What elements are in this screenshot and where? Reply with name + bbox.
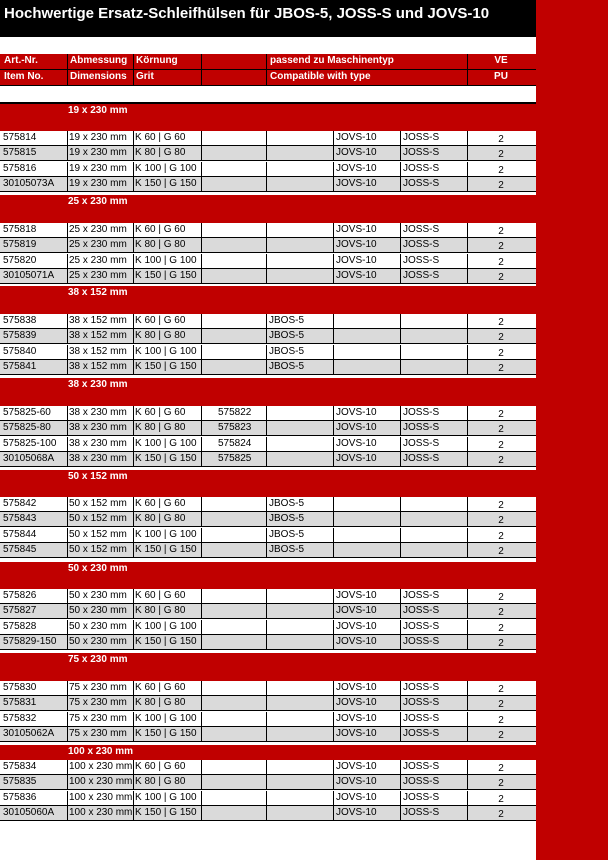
compat-jbos-cell: JBOS-5: [269, 360, 305, 372]
compat-joss-cell: JOSS-S: [403, 605, 440, 617]
item-number-cell: 575814: [3, 132, 37, 143]
item-number-cell: 575819: [3, 239, 37, 251]
table-row: [0, 452, 536, 467]
compat-jovs-cell: JOVS-10: [336, 697, 377, 709]
table-row: [0, 760, 536, 775]
grit-cell: K 150 | G 150: [135, 269, 197, 281]
old-item-number-cell: 575822: [218, 407, 252, 418]
compat-jovs-cell: JOVS-10: [336, 239, 377, 251]
item-number-cell: 575842: [3, 498, 37, 509]
table-row: [0, 345, 536, 360]
section-title: 19 x 230 mm: [68, 105, 128, 116]
compat-jovs-cell: JOVS-10: [336, 452, 377, 464]
item-number-cell: 575829-150: [3, 635, 57, 647]
compat-jovs-cell: JOVS-10: [336, 147, 377, 159]
table-row: [0, 314, 536, 329]
section-header: [0, 104, 536, 131]
section-header: [0, 286, 536, 314]
table-row: [0, 681, 536, 696]
item-number-cell: 575843: [3, 513, 37, 525]
item-number-cell: 575839: [3, 330, 37, 342]
item-number-cell: 575815: [3, 147, 37, 159]
grit-cell: K 150 | G 150: [135, 727, 197, 739]
dimensions-cell: 25 x 230 mm: [69, 239, 127, 251]
table-row: [0, 543, 536, 558]
header-compatible: Compatible with type: [270, 71, 371, 82]
dimensions-cell: 50 x 152 mm: [69, 543, 127, 555]
header-ve: VE: [494, 55, 508, 66]
grit-cell: K 150 | G 150: [135, 452, 197, 464]
dimensions-cell: 75 x 230 mm: [69, 697, 127, 709]
compat-joss-cell: JOSS-S: [403, 452, 440, 464]
dimensions-cell: 38 x 230 mm: [69, 407, 127, 418]
compat-joss-cell: JOSS-S: [403, 727, 440, 739]
table-row: [0, 146, 536, 161]
compat-joss-cell: JOSS-S: [403, 776, 440, 788]
packing-unit-cell: 2: [498, 607, 504, 619]
grit-cell: K 100 | G 100: [135, 162, 197, 174]
grit-cell: K 60 | G 60: [135, 315, 186, 326]
header-pu: PU: [494, 71, 508, 82]
grit-cell: K 60 | G 60: [135, 132, 186, 143]
packing-unit-cell: 2: [498, 637, 504, 649]
grit-cell: K 80 | G 80: [135, 239, 186, 251]
dimensions-cell: 38 x 152 mm: [69, 315, 127, 326]
header-row-german: [0, 54, 536, 70]
table-row: [0, 727, 536, 742]
compat-joss-cell: JOSS-S: [403, 761, 440, 772]
item-number-cell: 575841: [3, 360, 37, 372]
dimensions-cell: 50 x 230 mm: [69, 605, 127, 617]
packing-unit-cell: 2: [498, 226, 504, 237]
compat-joss-cell: JOSS-S: [403, 682, 440, 693]
table-row: [0, 329, 536, 344]
compat-jovs-cell: JOVS-10: [336, 132, 377, 143]
dimensions-cell: 75 x 230 mm: [69, 682, 127, 693]
table-row: [0, 712, 536, 727]
section-title: 100 x 230 mm: [68, 746, 134, 757]
item-number-cell: 575840: [3, 345, 37, 357]
section-header: [0, 562, 536, 589]
table-row: [0, 421, 536, 436]
compat-jovs-cell: JOVS-10: [336, 437, 377, 449]
grit-cell: K 60 | G 60: [135, 407, 186, 418]
compat-jovs-cell: JOVS-10: [336, 727, 377, 739]
item-number-cell: 575830: [3, 682, 37, 693]
item-number-cell: 575845: [3, 543, 37, 555]
compat-jovs-cell: JOVS-10: [336, 254, 377, 266]
compat-jovs-cell: JOVS-10: [336, 590, 377, 601]
title-bar: [0, 0, 536, 37]
compat-joss-cell: JOSS-S: [403, 224, 440, 235]
item-number-cell: 575836: [3, 791, 37, 803]
compat-jovs-cell: JOVS-10: [336, 791, 377, 803]
grit-cell: K 60 | G 60: [135, 590, 186, 601]
dimensions-cell: 38 x 152 mm: [69, 345, 127, 357]
packing-unit-cell: 2: [498, 699, 504, 711]
section-title: 25 x 230 mm: [68, 196, 128, 207]
packing-unit-cell: 2: [498, 179, 504, 191]
header-item-no: Item No.: [4, 71, 44, 82]
item-number-cell: 575828: [3, 620, 37, 632]
old-item-number-cell: 575825: [218, 452, 252, 464]
item-number-cell: 575844: [3, 528, 37, 540]
compat-jbos-cell: JBOS-5: [269, 345, 305, 357]
packing-unit-cell: 2: [498, 793, 504, 805]
dimensions-cell: 25 x 230 mm: [69, 269, 127, 281]
packing-unit-cell: 2: [498, 362, 504, 374]
item-number-cell: 30105062A: [3, 727, 55, 739]
item-number-cell: 30105060A: [3, 806, 55, 818]
side-red-band: [536, 0, 608, 860]
table-row: [0, 620, 536, 635]
header-koernung: Körnung: [136, 55, 178, 66]
old-item-number-cell: 575824: [218, 437, 252, 449]
compat-joss-cell: JOSS-S: [403, 791, 440, 803]
compat-jbos-cell: JBOS-5: [269, 528, 305, 540]
table-row: [0, 512, 536, 527]
table-row: [0, 806, 536, 821]
item-number-cell: 575834: [3, 761, 37, 772]
compat-jovs-cell: JOVS-10: [336, 269, 377, 281]
grit-cell: K 100 | G 100: [135, 254, 197, 266]
grit-cell: K 80 | G 80: [135, 697, 186, 709]
table-row: [0, 238, 536, 253]
section-header: [0, 653, 536, 681]
grit-cell: K 100 | G 100: [135, 791, 197, 803]
compat-jovs-cell: JOVS-10: [336, 776, 377, 788]
dimensions-cell: 19 x 230 mm: [69, 132, 127, 143]
item-number-cell: 575831: [3, 697, 37, 709]
packing-unit-cell: 2: [498, 592, 504, 603]
compat-joss-cell: JOSS-S: [403, 437, 440, 449]
dimensions-cell: 50 x 152 mm: [69, 498, 127, 509]
compat-jovs-cell: JOVS-10: [336, 177, 377, 189]
compat-joss-cell: JOSS-S: [403, 162, 440, 174]
packing-unit-cell: 2: [498, 714, 504, 726]
item-number-cell: 575832: [3, 712, 37, 724]
table-row: [0, 775, 536, 790]
packing-unit-cell: 2: [498, 808, 504, 820]
grit-cell: K 80 | G 80: [135, 422, 186, 434]
grit-cell: K 80 | G 80: [135, 513, 186, 525]
table-row: [0, 177, 536, 192]
item-number-cell: 30105073A: [3, 177, 55, 189]
compat-joss-cell: JOSS-S: [403, 697, 440, 709]
compat-jovs-cell: JOVS-10: [336, 682, 377, 693]
packing-unit-cell: 2: [498, 271, 504, 283]
grit-cell: K 100 | G 100: [135, 437, 197, 449]
section-title: 38 x 230 mm: [68, 379, 128, 390]
compat-joss-cell: JOSS-S: [403, 177, 440, 189]
dimensions-cell: 38 x 230 mm: [69, 422, 127, 434]
packing-unit-cell: 2: [498, 545, 504, 557]
table-row: [0, 360, 536, 375]
packing-unit-cell: 2: [498, 500, 504, 511]
header-abmessung: Abmessung: [70, 55, 128, 66]
compat-jbos-cell: JBOS-5: [269, 330, 305, 342]
compat-jbos-cell: JBOS-5: [269, 513, 305, 525]
grit-cell: K 60 | G 60: [135, 224, 186, 235]
grit-cell: K 150 | G 150: [135, 543, 197, 555]
table-row: [0, 497, 536, 512]
compat-joss-cell: JOSS-S: [403, 635, 440, 647]
packing-unit-cell: 2: [498, 347, 504, 359]
packing-unit-cell: 2: [498, 164, 504, 176]
packing-unit-cell: 2: [498, 149, 504, 161]
dimensions-cell: 50 x 230 mm: [69, 620, 127, 632]
packing-unit-cell: 2: [498, 763, 504, 774]
compat-joss-cell: JOSS-S: [403, 590, 440, 601]
grit-cell: K 80 | G 80: [135, 776, 186, 788]
packing-unit-cell: 2: [498, 241, 504, 253]
compat-joss-cell: JOSS-S: [403, 407, 440, 418]
table-row: [0, 269, 536, 284]
dimensions-cell: 25 x 230 mm: [69, 254, 127, 266]
item-number-cell: 575816: [3, 162, 37, 174]
compat-jbos-cell: JBOS-5: [269, 498, 305, 509]
grit-cell: K 150 | G 150: [135, 635, 197, 647]
packing-unit-cell: 2: [498, 622, 504, 634]
table-row: [0, 437, 536, 452]
compat-jovs-cell: JOVS-10: [336, 162, 377, 174]
dimensions-cell: 19 x 230 mm: [69, 147, 127, 159]
packing-unit-cell: 2: [498, 454, 504, 466]
dimensions-cell: 100 x 230 mm: [69, 791, 133, 803]
item-number-cell: 575825-60: [3, 407, 51, 418]
compat-jovs-cell: JOVS-10: [336, 806, 377, 818]
header-dimensions: Dimensions: [70, 71, 127, 82]
packing-unit-cell: 2: [498, 134, 504, 145]
packing-unit-cell: 2: [498, 530, 504, 542]
table-row: [0, 528, 536, 543]
packing-unit-cell: 2: [498, 684, 504, 695]
grit-cell: K 80 | G 80: [135, 330, 186, 342]
dimensions-cell: 50 x 152 mm: [69, 513, 127, 525]
table-row: [0, 791, 536, 806]
dimensions-cell: 19 x 230 mm: [69, 177, 127, 189]
compat-jovs-cell: JOVS-10: [336, 605, 377, 617]
grit-cell: K 150 | G 150: [135, 360, 197, 372]
compat-jovs-cell: JOVS-10: [336, 407, 377, 418]
item-number-cell: 575820: [3, 254, 37, 266]
table-row: [0, 604, 536, 619]
dimensions-cell: 100 x 230 mm: [69, 761, 133, 772]
packing-unit-cell: 2: [498, 778, 504, 790]
item-number-cell: 30105071A: [3, 269, 55, 281]
dimensions-cell: 38 x 152 mm: [69, 360, 127, 372]
grit-cell: K 100 | G 100: [135, 345, 197, 357]
packing-unit-cell: 2: [498, 256, 504, 268]
grit-cell: K 80 | G 80: [135, 605, 186, 617]
compat-joss-cell: JOSS-S: [403, 806, 440, 818]
dimensions-cell: 19 x 230 mm: [69, 162, 127, 174]
packing-unit-cell: 2: [498, 424, 504, 436]
item-number-cell: 575826: [3, 590, 37, 601]
compat-jovs-cell: JOVS-10: [336, 712, 377, 724]
section-header: [0, 745, 536, 760]
packing-unit-cell: 2: [498, 317, 504, 328]
packing-unit-cell: 2: [498, 729, 504, 741]
compat-jovs-cell: JOVS-10: [336, 620, 377, 632]
packing-unit-cell: 2: [498, 332, 504, 344]
grit-cell: K 150 | G 150: [135, 177, 197, 189]
header-art-nr: Art.-Nr.: [4, 55, 38, 66]
section-header: [0, 470, 536, 497]
compat-jovs-cell: JOVS-10: [336, 224, 377, 235]
packing-unit-cell: 2: [498, 439, 504, 451]
section-header: [0, 378, 536, 406]
dimensions-cell: 75 x 230 mm: [69, 712, 127, 724]
compat-joss-cell: JOSS-S: [403, 132, 440, 143]
item-number-cell: 30105068A: [3, 452, 55, 464]
compat-joss-cell: JOSS-S: [403, 422, 440, 434]
dimensions-cell: 50 x 230 mm: [69, 590, 127, 601]
item-number-cell: 575818: [3, 224, 37, 235]
old-item-number-cell: 575823: [218, 422, 252, 434]
compat-joss-cell: JOSS-S: [403, 269, 440, 281]
compat-jovs-cell: JOVS-10: [336, 422, 377, 434]
grit-cell: K 80 | G 80: [135, 147, 186, 159]
compat-joss-cell: JOSS-S: [403, 712, 440, 724]
grit-cell: K 100 | G 100: [135, 620, 197, 632]
dimensions-cell: 38 x 230 mm: [69, 452, 127, 464]
dimensions-cell: 38 x 152 mm: [69, 330, 127, 342]
dimensions-cell: 25 x 230 mm: [69, 224, 127, 235]
grit-cell: K 60 | G 60: [135, 761, 186, 772]
compat-jbos-cell: JBOS-5: [269, 315, 305, 326]
section-title: 38 x 152 mm: [68, 287, 128, 298]
table-row: [0, 162, 536, 177]
section-title: 50 x 230 mm: [68, 563, 128, 574]
grit-cell: K 100 | G 100: [135, 712, 197, 724]
table-row: [0, 406, 536, 421]
packing-unit-cell: 2: [498, 409, 504, 420]
dimensions-cell: 50 x 152 mm: [69, 528, 127, 540]
header-grit: Grit: [136, 71, 154, 82]
item-number-cell: 575825-100: [3, 437, 57, 449]
section-header: [0, 195, 536, 223]
compat-jovs-cell: JOVS-10: [336, 761, 377, 772]
compat-joss-cell: JOSS-S: [403, 147, 440, 159]
compat-jovs-cell: JOVS-10: [336, 635, 377, 647]
section-title: 75 x 230 mm: [68, 654, 128, 665]
packing-unit-cell: 2: [498, 515, 504, 527]
document-title: Hochwertige Ersatz-Schleifhülsen für JBOS-5, JOSS-S und JOVS-10: [4, 5, 490, 22]
dimensions-cell: 38 x 230 mm: [69, 437, 127, 449]
item-number-cell: 575838: [3, 315, 37, 326]
compat-joss-cell: JOSS-S: [403, 239, 440, 251]
table-row: [0, 131, 536, 146]
section-title: 50 x 152 mm: [68, 471, 128, 482]
grit-cell: K 100 | G 100: [135, 528, 197, 540]
compat-joss-cell: JOSS-S: [403, 620, 440, 632]
table-row: [0, 635, 536, 650]
dimensions-cell: 75 x 230 mm: [69, 727, 127, 739]
header-row-english: [0, 70, 536, 86]
item-number-cell: 575825-80: [3, 422, 51, 434]
item-number-cell: 575827: [3, 605, 37, 617]
grit-cell: K 60 | G 60: [135, 498, 186, 509]
compat-joss-cell: JOSS-S: [403, 254, 440, 266]
table-row: [0, 223, 536, 238]
table-row: [0, 589, 536, 604]
table-row: [0, 254, 536, 269]
grit-cell: K 60 | G 60: [135, 682, 186, 693]
grit-cell: K 150 | G 150: [135, 806, 197, 818]
header-maschinentyp: passend zu Maschinentyp: [270, 55, 394, 66]
item-number-cell: 575835: [3, 776, 37, 788]
compat-jbos-cell: JBOS-5: [269, 543, 305, 555]
table-row: [0, 696, 536, 711]
dimensions-cell: 100 x 230 mm: [69, 806, 133, 818]
dimensions-cell: 100 x 230 mm: [69, 776, 133, 788]
dimensions-cell: 50 x 230 mm: [69, 635, 127, 647]
